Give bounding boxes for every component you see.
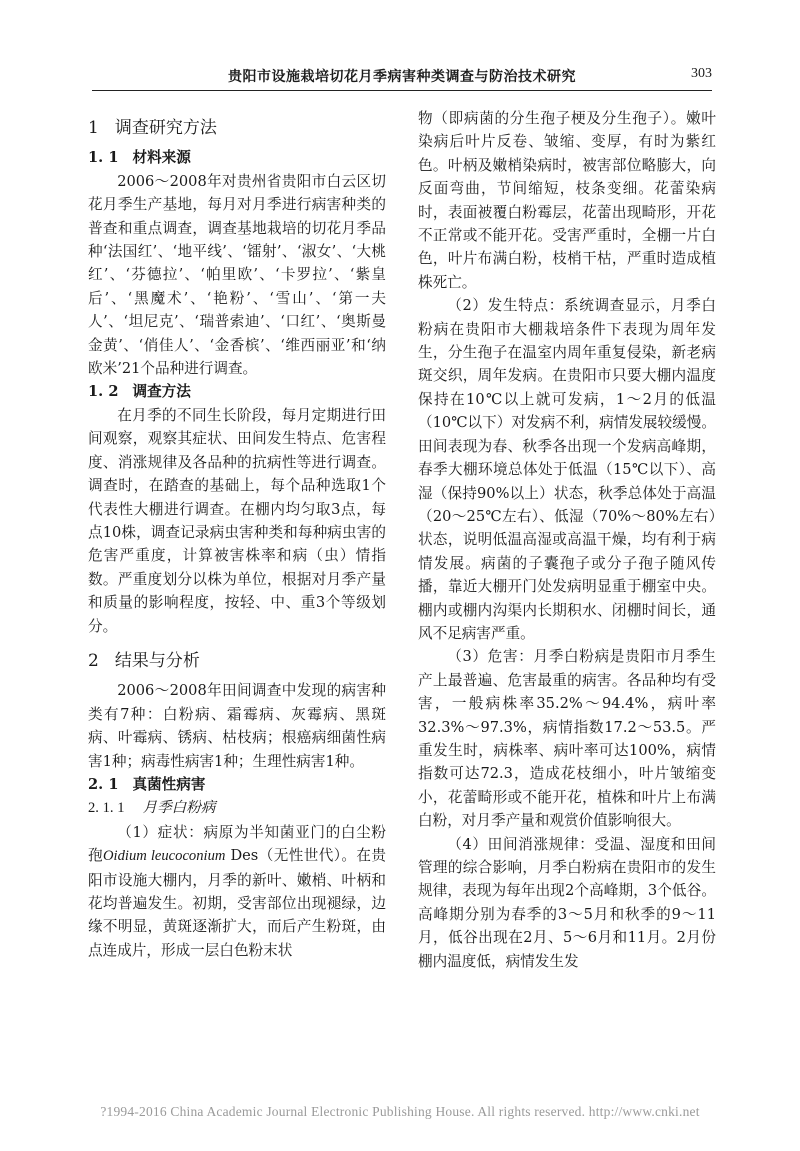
section-number: 2 — [88, 650, 99, 671]
running-header — [92, 66, 712, 88]
paragraph-symptoms — [88, 821, 386, 962]
section-number: 1. 1 — [88, 149, 119, 167]
section-1-1-heading — [88, 146, 386, 169]
section-number: 2. 1 — [88, 775, 119, 793]
paragraph-results: 2006～2008年田间调查中发现的病害种类有7种：白粉病、霜霉病、灰霉病、黑斑病、叶霉病、锈病、枯枝病；根癌病细菌性病害1种；病毒性病害1种；生理性病害1种。 — [88, 682, 386, 770]
section-title: 月季白粉病 — [142, 799, 216, 817]
page-number: 303 — [691, 66, 712, 81]
left-column — [88, 107, 386, 962]
section-title: 真菌性病害 — [132, 775, 206, 793]
section-1-heading — [88, 117, 386, 140]
section-number: 1. 2 — [88, 383, 119, 401]
section-number: 2. 1. 1 — [88, 800, 125, 817]
section-title: 调查方法 — [132, 383, 191, 401]
paragraph-damage: （3）危害：月季白粉病是贵阳市月季生产上最普遍、危害最重的病害。各品种均有受害，一般病株率35.2%～94.4%，病叶率32.3%～97.3%，病情指数17.2～53.5。严重发生时，病株率、病叶率可达100%，病情指数可达72.3，造成花枝细小，叶片皱缩变小，花蕾畸形或不能开花，植株和叶片上布满白粉，对月季产量和观赏价值影响很大。 — [418, 648, 716, 830]
copyright-footer: ?1994-2016 China Academic Journal Electronic Publishing House. All rights reserved. http://www.cnki.net — [100, 1104, 700, 1119]
symptoms-text-start: （1）症状：病原为半知菌亚门的白尘粉孢 — [88, 823, 386, 865]
section-1-2-heading — [88, 380, 386, 403]
paragraph-seasonal-pattern: （4）田间消涨规律：受温、湿度和田间管理的综合影响，月季白粉病在贵阳市的发生规律，表现为每年出现2个高峰期，3个低谷。高峰期分别为春季的3～5月和秋季的9～11月，低谷出现在2月、5～6月和11月。2月份棚内温度低，病情发生发 — [418, 835, 716, 970]
section-number: 1 — [88, 118, 99, 138]
section-title: 材料来源 — [132, 149, 191, 167]
pathogen-scientific-name: Oidium leucoconium — [103, 848, 226, 865]
paragraph-occurrence: （2）发生特点：系统调查显示，月季白粉病在贵阳市大棚栽培条件下表现为周年发生，分生孢子在温室内周年重复侵染，新老病斑交织，周年发病。在贵阳市只要大棚内温度保持在10℃以上就可发病，1～2月的低温（10℃以下）对发病不利，病情发展较缓慢。田间表现为春、秋季各出现一个发病高峰期，春季大棚环境总体处于低温（15℃以下）、高湿（保持90%以上）状态，秋季总体处于高温（20～25℃左右）、低湿（70%～80%左右）状态，说明低温高湿或高温干燥，均有利于病情发展。病菌的子囊孢子或分子孢子随风传播，靠近大棚开门处发病明显重于棚室中央。棚内或棚内沟渠内长期积水、闭棚时间长，通风不足病害严重。 — [418, 297, 716, 642]
symptoms-text-rest: Des（无性世代）。在贵阳市设施大棚内，月季的新叶、嫩梢、叶柄和花均普遍发生。初期，受害部位出现褪绿，边缘不明显，黄斑逐渐扩大，而后产生粉斑，由点连成片，形成一层白色粉末状 — [88, 847, 386, 959]
paragraph-materials: 2006～2008年对贵州省贵阳市白云区切花月季生产基地，每月对月季进行病害种类的普查和重点调查，调查基地栽培的切花月季品种‘法国红’、‘地平线’、‘镭射’、‘淑女’、‘大桃红’、‘芬德拉’、‘帕里欧’、‘卡罗拉’、‘紫皇后’、‘黑魔术’、‘艳粉’、‘雪山’、‘第一夫人’、‘坦尼克’、‘瑞普索迪’、‘口红’、‘奥斯曼金黄’、‘俏佳人’、‘金香槟’、‘维西丽亚’和‘纳欧米’21个品种进行调查。 — [88, 172, 386, 378]
section-2-1-1-heading — [88, 796, 386, 820]
paragraph-methods: 在月季的不同生长阶段，每月定期进行田间观察，观察其症状、田间发生特点、危害程度、消涨规律及各品种的抗病性等进行调查。调查时，在踏查的基础上，每个品种选取1个代表性大棚进行调查。在棚内均匀取3点，每点10株，调查记录病虫害种类和每种病虫害的危害严重度，计算被害株率和病（虫）情指数。严重度划分以株为单位，根据对月季产量和质量的影响程度，按轻、中、重3个等级划分。 — [88, 406, 386, 635]
paragraph-symptoms-continued: 物（即病菌的分生孢子梗及分生孢子）。嫩叶染病后叶片反卷、皱缩、变厚，有时为紫红色。叶柄及嫩梢染病时，被害部位略膨大，向反面弯曲，节间缩短，枝条变细。花蕾染病时，表面被覆白粉霉层，花蕾出现畸形，开花不正常或不能开花。受害严重时，全棚一片白色，叶片布满白粉，枝梢干枯，严重时造成植株死亡。 — [418, 110, 716, 291]
section-2-heading — [88, 650, 386, 673]
running-title: 贵阳市设施栽培切花月季病害种类调查与防治技术研究 — [228, 69, 576, 85]
section-2-1-heading — [88, 773, 386, 796]
section-title: 结果与分析 — [114, 650, 200, 671]
right-column — [418, 107, 716, 973]
header-rule — [92, 90, 712, 91]
section-title: 调查研究方法 — [114, 118, 217, 138]
